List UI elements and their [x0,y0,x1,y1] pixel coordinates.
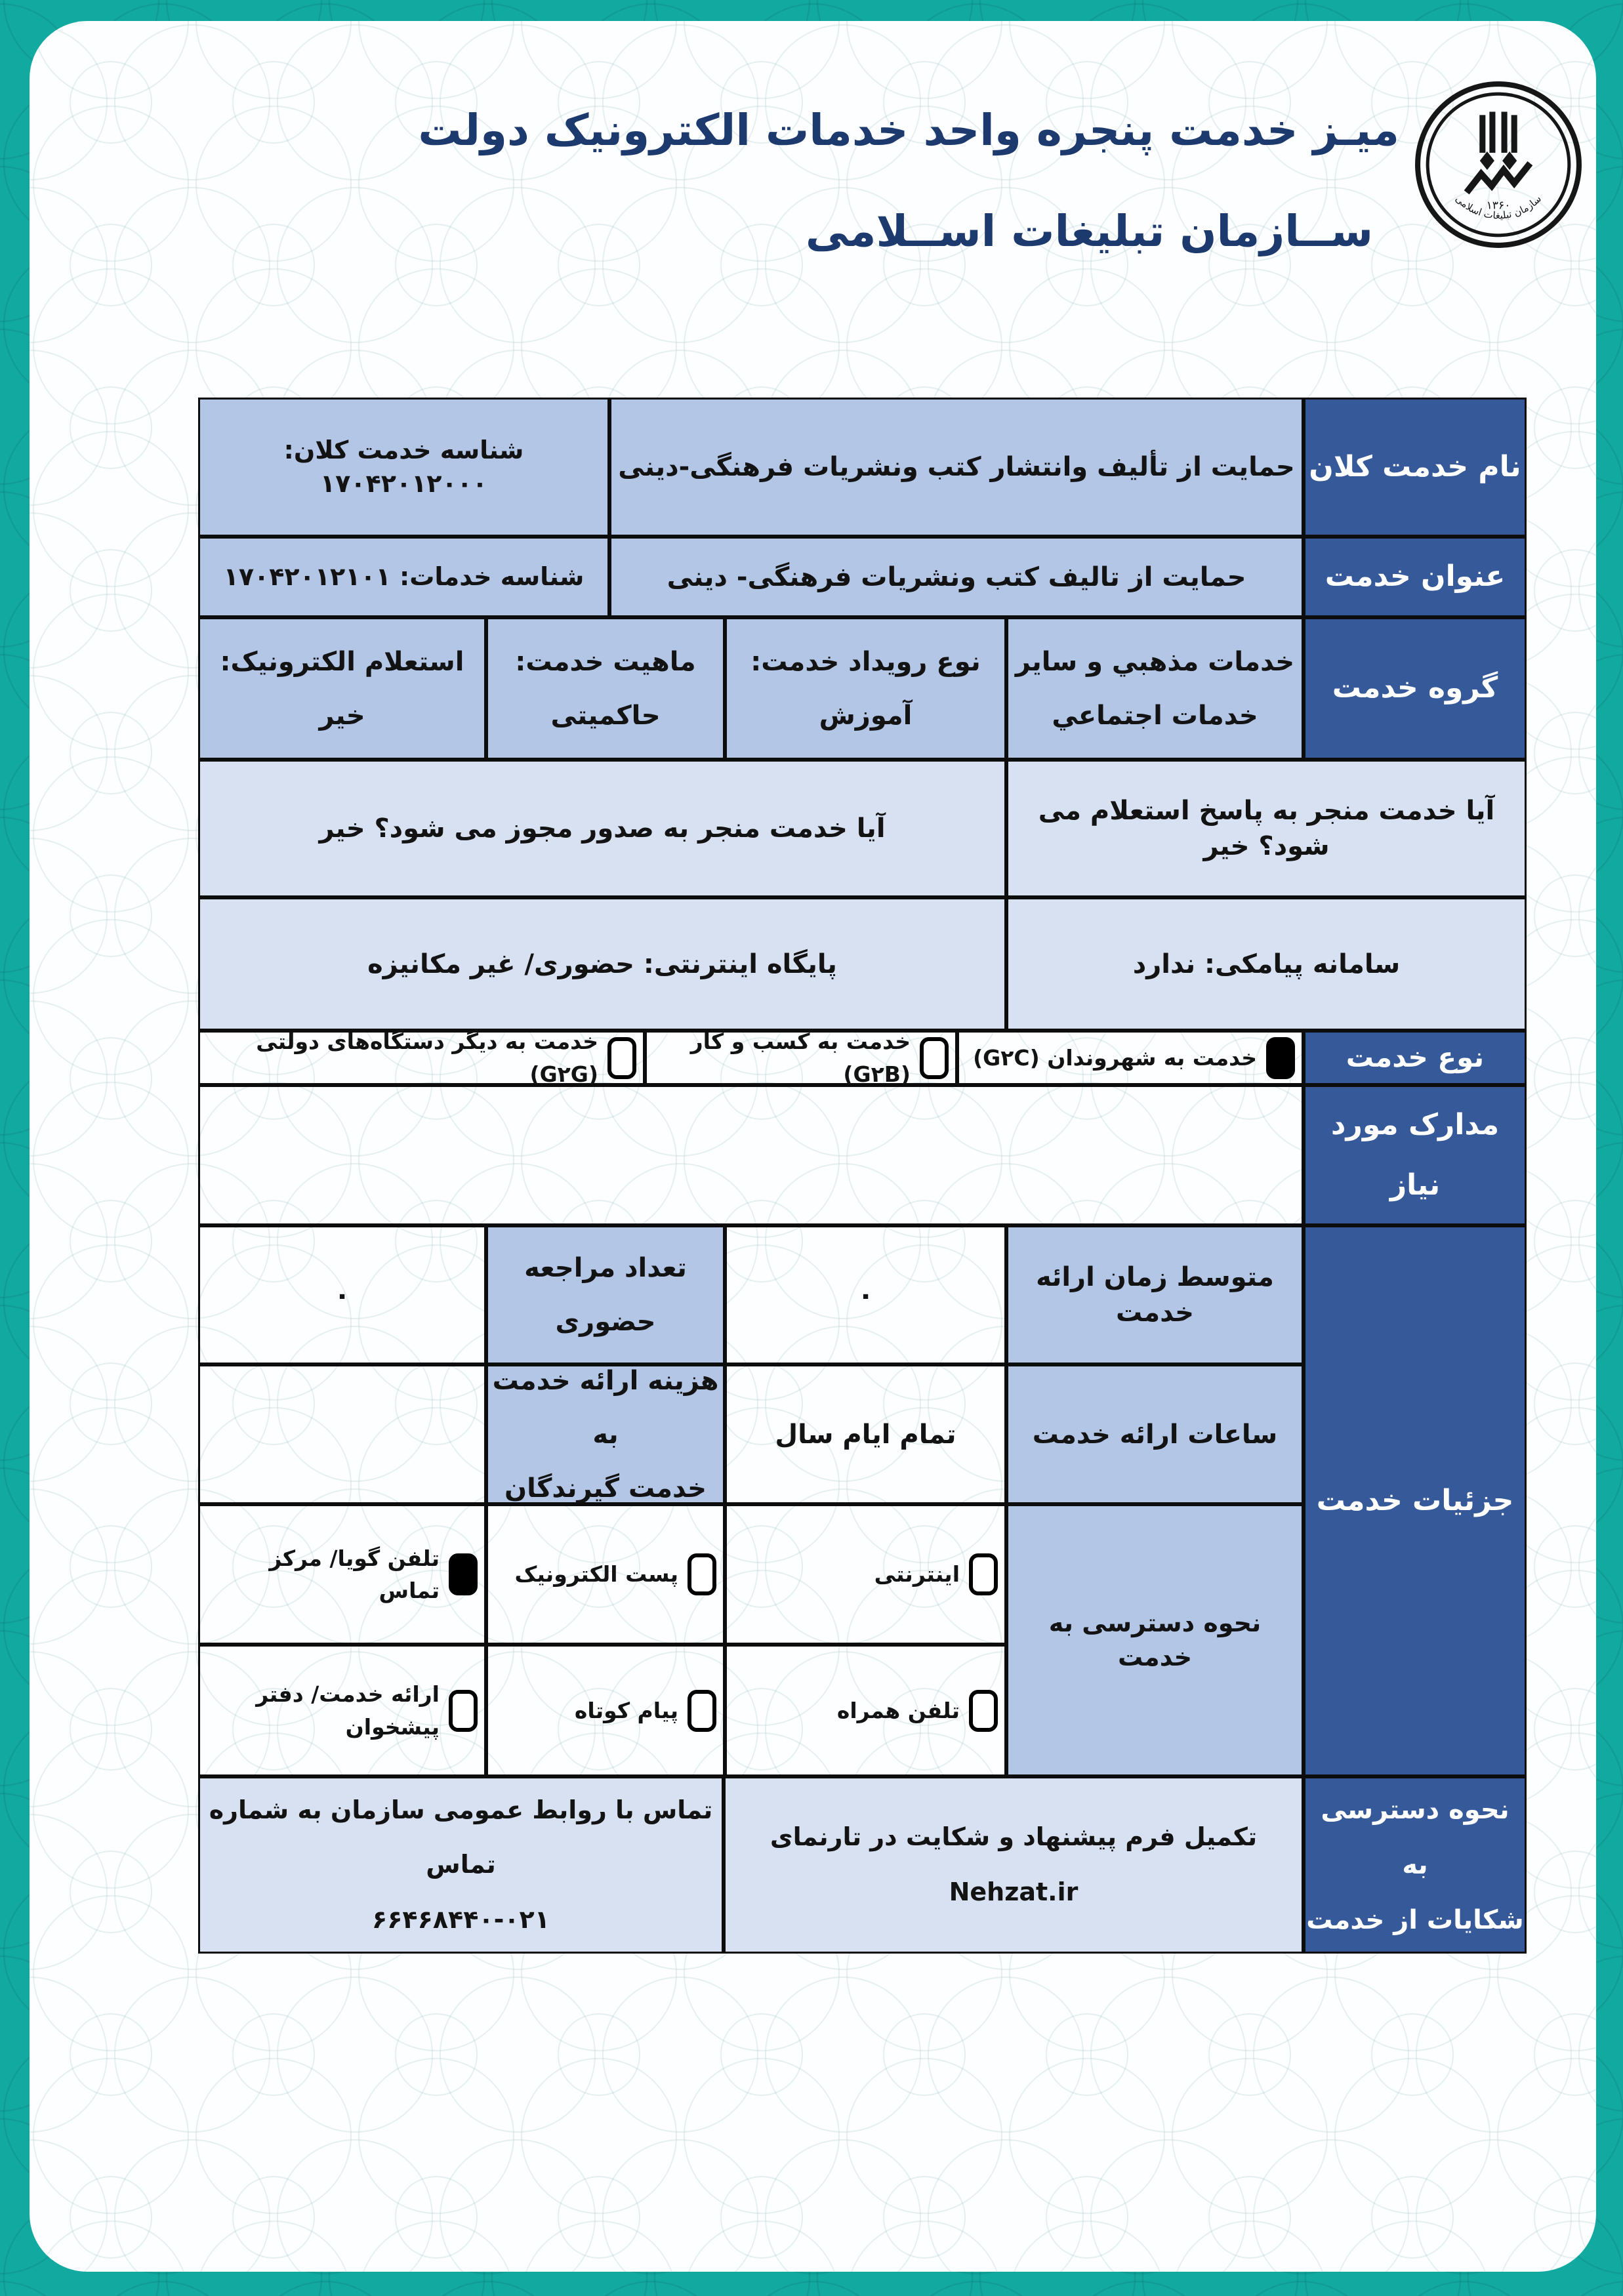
option-counter-office-label: ارائه خدمت/ دفتر پیشخوان [256,1681,440,1740]
option-sms-short-label: پیام کوتاه [574,1697,678,1723]
cell-event-type: نوع رویداد خدمت: آموزش [725,617,1006,760]
checkbox-internet[interactable] [969,1553,998,1595]
cell-macro-service-code: شناسه خدمت کلان: ۱۷۰۴۲۰۱۲۰۰۰ [198,398,609,537]
option-email [486,1504,725,1645]
cell-complaints-phone: تماس با روابط عمومی سازمان به شماره تماس ۶۶۴۶۸۴۴۰-۰۲۱ [198,1776,724,1954]
row-label-service-title: عنوان خدمت [1304,537,1527,617]
label-average-time: متوسط زمان ارائه خدمت [1006,1225,1304,1364]
row-label-service-group: گروه خدمت [1304,617,1527,760]
cell-documents-value [198,1085,1304,1225]
cell-macro-service-title: حمایت از تألیف وانتشار کتب ونشریات فرهنگی-دینی [609,398,1304,537]
label-access-method: نحوه دسترسی به خدمت [1006,1504,1304,1776]
checkbox-g2b[interactable] [920,1037,949,1079]
cell-service-title: حمایت از تالیف کتب ونشریات فرهنگی- دینی [609,537,1304,617]
cell-group-category: خدمات مذهبي و ساير خدمات اجتماعي [1006,617,1304,760]
option-g2b-label: خدمت به کسب و کار (G۲B) [690,1029,911,1087]
option-internet-label: اینترنتی [874,1561,960,1588]
checkbox-g2c[interactable] [1266,1037,1295,1079]
organization-title: ســازمان تبلیغات اســلامی [805,206,1373,256]
label-service-cost: هزینه ارائه خدمت به خدمت گیرندگان [486,1364,725,1504]
cell-web-portal: پایگاه اینترنتی: حضوری/ غیر مکانیزه [198,897,1006,1031]
option-g2c-label: خدمت به شهروندان (G۲C) [973,1044,1257,1071]
option-g2b [645,1031,957,1085]
value-service-hours: تمام ایام سال [725,1364,1006,1504]
cell-electronic-inquiry: استعلام الکترونیک: خیر [198,617,486,760]
option-sms-short [486,1645,725,1776]
row-label-complaints-access: نحوه دسترسی به شکایات از خدمت [1304,1776,1527,1954]
option-email-label: پست الکترونیک [514,1561,678,1588]
document-card [30,21,1596,2272]
row-label-service-type: نوع خدمت [1304,1031,1527,1085]
label-service-hours: ساعات ارائه خدمت [1006,1364,1304,1504]
option-g2c [957,1031,1304,1085]
option-ivr-callcenter-label: تلفن گویا/ مرکز تماس [269,1545,440,1603]
option-g2g-label: خدمت به دیگر دستگاه‌های دولتی (G۲G) [256,1029,598,1087]
value-visit-count: ۰ [198,1225,486,1364]
value-average-time: ۰ [725,1225,1006,1364]
option-mobile [725,1645,1006,1776]
row-label-documents: مدارک مورد نیاز [1304,1085,1527,1225]
page-title: میـز خدمت پنجره واحد خدمات الکترونیک دولت [418,105,1399,155]
option-counter-office [198,1645,486,1776]
checkbox-mobile[interactable] [969,1690,998,1732]
checkbox-email[interactable] [688,1553,716,1595]
cell-service-nature: ماهیت خدمت: حاکمیتی [486,617,725,760]
logo-caption: سازمان تبلیغات اسلامی [1452,192,1544,222]
islamic-propagation-organization-logo-icon [1412,79,1584,251]
checkbox-g2g[interactable] [607,1037,636,1079]
service-info-table [198,398,1527,1954]
cell-complaints-web: تکمیل فرم پیشنهاد و شکایت در تارنمای Nehzat.ir [724,1776,1304,1954]
row-label-service-details: جزئیات خدمت [1304,1225,1527,1776]
checkbox-sms-short[interactable] [688,1690,716,1732]
cell-license-issue: آیا خدمت منجر به صدور مجوز می شود؟ خیر [198,760,1006,897]
option-ivr-callcenter [198,1504,486,1645]
row-label-macro-service: نام خدمت کلان [1304,398,1527,537]
label-visit-count: تعداد مراجعه حضوری [486,1225,725,1364]
cell-sms-system: سامانه پیامکی: ندارد [1006,897,1527,1031]
checkbox-ivr-callcenter[interactable] [449,1553,478,1595]
value-service-cost [198,1364,486,1504]
checkbox-counter-office[interactable] [449,1690,478,1732]
option-mobile-label: تلفن همراه [836,1697,960,1723]
logo-year: ۱۳۶۰ [1486,199,1511,213]
option-internet [725,1504,1006,1645]
option-g2g [198,1031,645,1085]
cell-service-code: شناسه خدمات: ۱۷۰۴۲۰۱۲۱۰۱ [198,537,609,617]
phone-number: ۶۶۴۶۸۴۴۰-۰۲۱ [372,1904,550,1934]
cell-inquiry-answer: آیا خدمت منجر به پاسخ استعلام می شود؟ خیر [1006,760,1527,897]
